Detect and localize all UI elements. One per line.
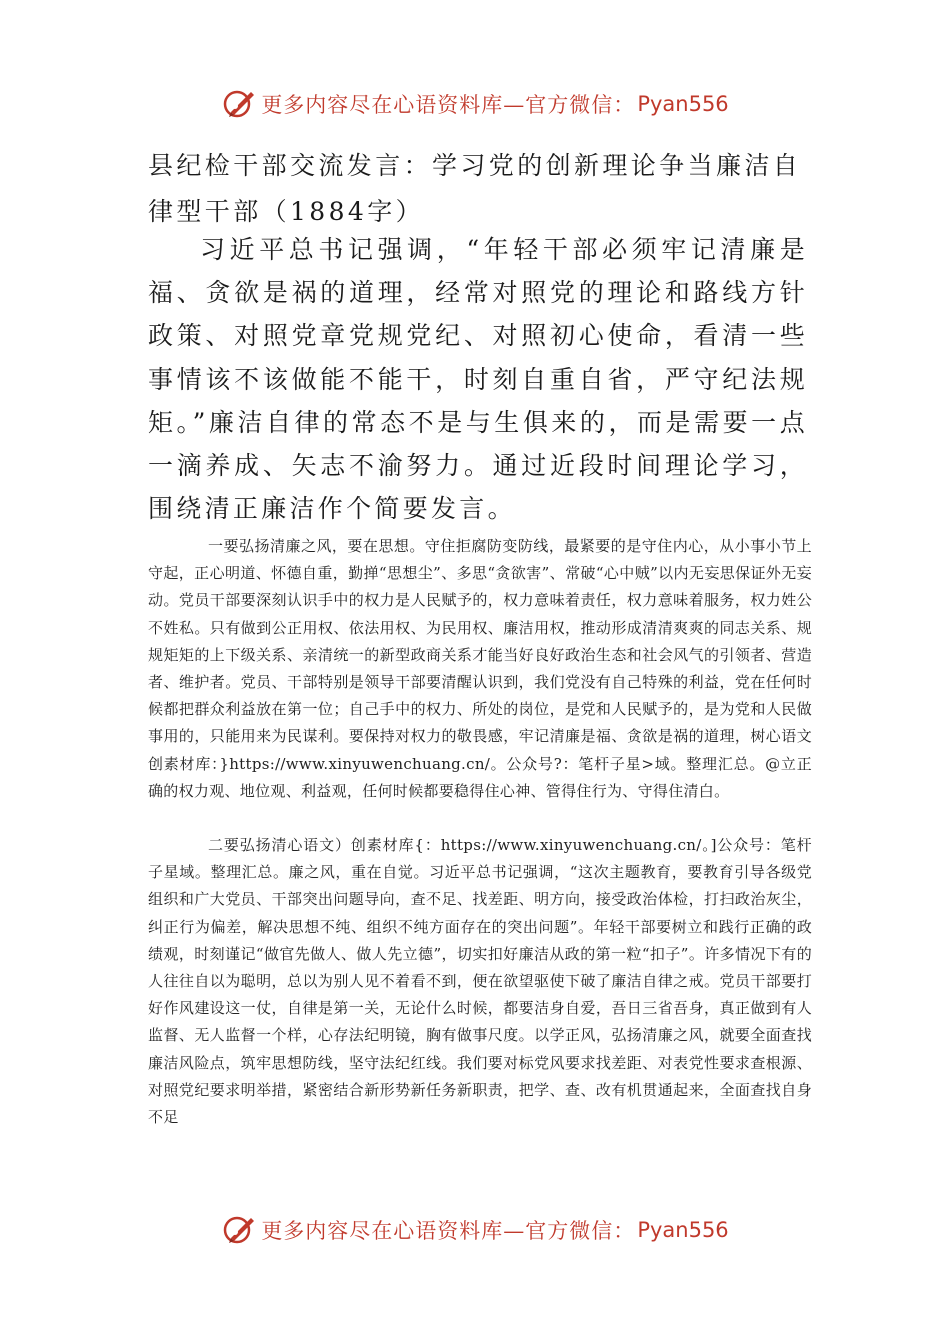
banner-wechat-id: Pyan556 — [637, 92, 729, 116]
body-paragraph-1: 一要弘扬清廉之风，要在思想。守住拒腐防变防线，最紧要的是守住内心，从小事小节上守起，正心明道、怀德自重，勤掸“思想尘”、多思“贪欲害”、常破“心中贼”以内无妄思保证外无妄动。党员干部要深刻认识手中的权力是人民赋予的，权力意味着责任，权力意味着服务，权力姓公不姓私。只有做到公正用权、依法用权、为民用权、廉洁用权，推动形成清清爽爽的同志关系、规规矩矩的上下级关系、亲清统一的新型政商关系才能当好良好政治生态和社会风气的引领者、营造者、维护者。党员、干部特别是领导干部要清醒认识到，我们党没有自己特殊的利益，党在任何时候都把群众利益放在第一位；自己手中的权力、所处的岗位，是党和人民赋予的，是为党和人民做事用的，只能用来为民谋利。要保持对权力的敬畏感，牢记清廉是福、贪欲是祸的道理，树心语文创素材库：}https://www.xinyuwenchuang.cn/。公众号?：笔杆子星>域。整理汇总。@立正确的权力观、地位观、利益观，任何时候都要稳得住心神、管得住行为、守得住清白。 — [148, 537, 812, 800]
pen-logo-icon — [221, 86, 257, 122]
banner-wechat-id: Pyan556 — [637, 1218, 729, 1242]
header-banner — [0, 82, 950, 126]
banner-text: 更多内容尽在心语资料库—官方微信： — [261, 1219, 636, 1243]
banner-content — [221, 1212, 728, 1248]
pen-logo-icon — [221, 1212, 257, 1248]
body-paragraph-2: 二要弘扬清心语文）创素材库{：https://www.xinyuwenchuang.cn/。]公众号：笔杆子星域。整理汇总。廉之风，重在自觉。习近平总书记强调，“这次主题教育，要教育引导各级党组织和广大党员、干部突出问题导向，查不足、找差距、明方向，接受政治体检，打扫政治灰尘，纠正行为偏差，解决思想不纯、组织不纯方面存在的突出问题”。年轻干部要树立和践行正确的政绩观，时刻谨记“做官先做人、做人先立德”，切实扣好廉洁从政的第一粒“扣子”。许多情况下有的人往往自以为聪明，总以为别人见不着看不到，便在欲望驱使下破了廉洁自律之戒。党员干部要打好作风建设这一仗，自律是第一关，无论什么时候，都要洁身自爱，吾日三省吾身，真正做到有人监督、无人监督一个样，心存法纪明镜，胸有做事尺度。以学正风，弘扬清廉之风，就要全面查找廉洁风险点，筑牢思想防线，坚守法纪红线。我们要对标党风要求找差距、对表党性要求查根源、对照党纪要求明举措，紧密结合新形势新任务新职责，把学、查、改有机贯通起来，全面查找自身不足 — [148, 836, 812, 1127]
banner-text: 更多内容尽在心语资料库—官方微信： — [261, 93, 636, 117]
document-title: 县纪检干部交流发言：学习党的创新理论争当廉洁自律型干部（1884字） — [148, 151, 802, 226]
banner-content — [221, 86, 728, 122]
footer-banner — [0, 1208, 950, 1252]
intro-paragraph: 习近平总书记强调，“年轻干部必须牢记清廉是福、贪欲是祸的道理，经常对照党的理论和路线方针政策、对照党章党规党纪、对照初心使命，看清一些事情该不该做能不能干，时刻自重自省，严守纪法规矩。”廉洁自律的常态不是与生俱来的，而是需要一点一滴养成、矢志不渝努力。通过近段时间理论学习，围绕清正廉洁作个简要发言。 — [148, 235, 808, 524]
